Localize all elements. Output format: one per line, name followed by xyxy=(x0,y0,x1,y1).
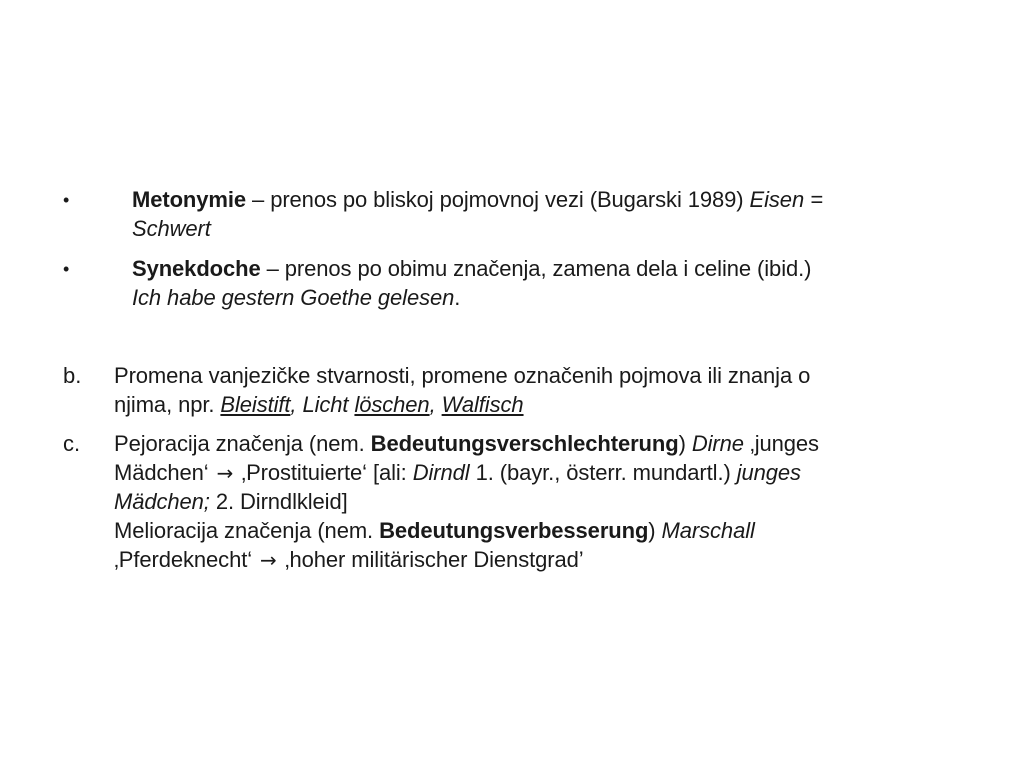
paren-close: ) xyxy=(648,518,662,543)
example-walfisch: Walfisch xyxy=(441,392,524,417)
example-bleistift: Bleistift xyxy=(220,392,291,417)
list-marker-b: b. xyxy=(63,363,82,388)
list-marker-c: c. xyxy=(63,431,81,456)
example-loeschen: löschen xyxy=(354,392,430,417)
gloss-prostituierte: ‚Prostituierte‘ [ali: xyxy=(235,460,413,485)
separator: , xyxy=(290,392,303,417)
example-dirndl: Dirndl xyxy=(412,460,470,485)
arrow-right-icon: → xyxy=(216,461,234,485)
item-c-line-3 xyxy=(114,488,348,515)
dash: – xyxy=(246,187,271,212)
item-b-text: njima, npr. xyxy=(114,392,221,417)
example-maedchen: Mädchen; xyxy=(114,489,210,514)
gloss-pferdeknecht: ‚Pferdeknecht‘ xyxy=(114,547,259,572)
item-c-line-5 xyxy=(114,546,584,574)
item-c-line-4 xyxy=(114,517,755,544)
dash: – xyxy=(260,256,285,281)
metonymie-example: Eisen = xyxy=(749,187,823,212)
separator: , xyxy=(429,392,442,417)
example-junges: junges xyxy=(736,460,801,485)
metonymie-line-1 xyxy=(132,186,823,213)
item-c-line-1 xyxy=(114,430,819,457)
metonymie-example-cont: Schwert xyxy=(132,216,211,241)
arrow-right-icon: → xyxy=(260,548,277,572)
synekdoche-definition: prenos po obimu značenja, zamena dela i celine (ibid.) xyxy=(284,256,812,281)
paren-close: ) xyxy=(678,431,692,456)
term-synekdoche: Synekdoche xyxy=(132,256,261,281)
gloss-junges: ‚junges xyxy=(743,431,819,456)
bullet-marker: • xyxy=(63,190,70,210)
example-marschall: Marschall xyxy=(661,518,755,543)
item-b-line-2 xyxy=(114,391,524,418)
synekdoche-line-1 xyxy=(132,255,811,282)
gloss-dienstgrad: ‚hoher militärischer Dienstgrad’ xyxy=(278,547,584,572)
pejoracija-text: Pejoracija značenja (nem. xyxy=(114,431,371,456)
bullet-marker: • xyxy=(63,259,70,279)
example-dirne: Dirne xyxy=(691,431,744,456)
item-b-line-1: Promena vanjezičke stvarnosti, promene označenih pojmova ili znanja o xyxy=(114,363,811,388)
dirndlkleid-text: 2. Dirndlkleid] xyxy=(209,489,348,514)
melioracija-text: Melioracija značenja (nem. xyxy=(114,518,380,543)
item-c-line-2 xyxy=(114,459,801,487)
example-licht: Licht xyxy=(302,392,355,417)
dirndl-definition: 1. (bayr., österr. mundartl.) xyxy=(469,460,737,485)
synekdoche-example: Ich habe gestern Goethe gelesen xyxy=(132,285,455,310)
synekdoche-line-2 xyxy=(132,284,460,311)
term-bedeutungsverbesserung: Bedeutungsverbesserung xyxy=(379,518,649,543)
term-bedeutungsverschlechterung: Bedeutungsverschlechterung xyxy=(370,431,679,456)
metonymie-definition: prenos po bliskoj pojmovnoj vezi (Bugarski 1989) xyxy=(270,187,750,212)
metonymie-line-2 xyxy=(132,215,211,242)
gloss-maedchen: Mädchen‘ xyxy=(114,460,215,485)
period: . xyxy=(454,285,461,310)
term-metonymie: Metonymie xyxy=(132,187,247,212)
